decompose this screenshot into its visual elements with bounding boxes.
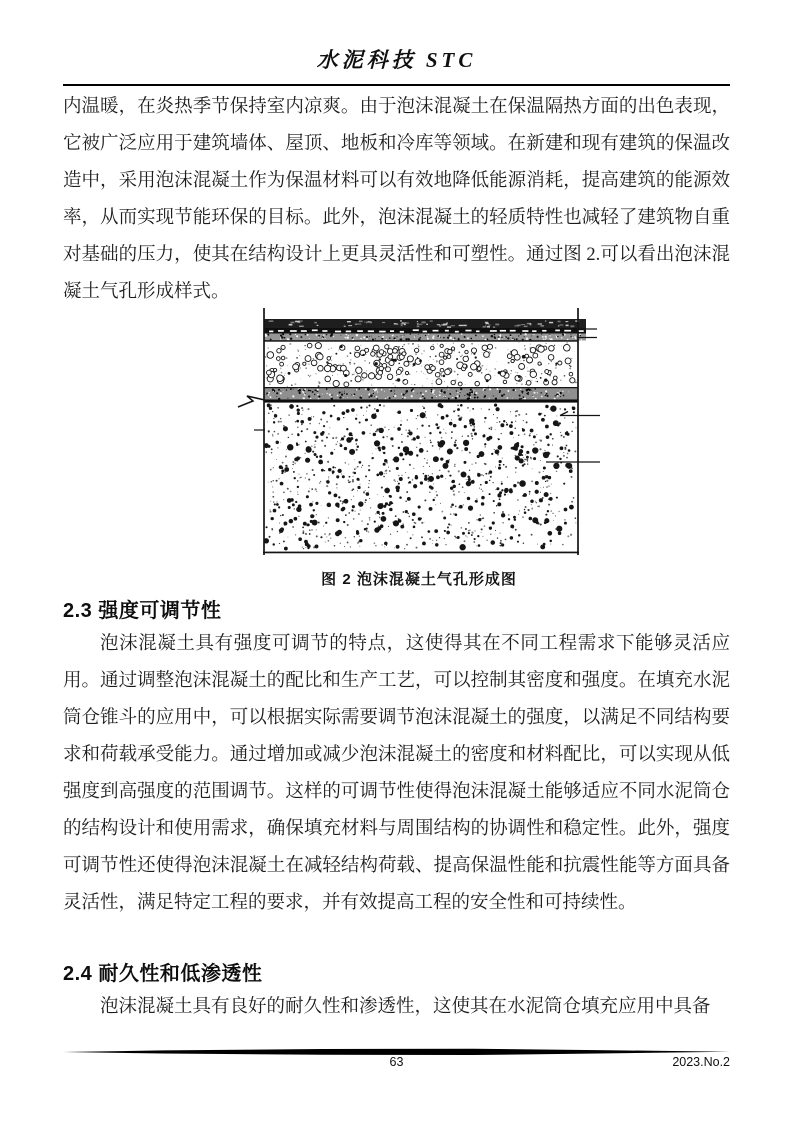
section-heading-2-4: 2.4 耐久性和低渗透性 bbox=[63, 963, 263, 985]
paragraph-intro: 内温暖，在炎热季节保持室内凉爽。由于泡沫混凝土在保温隔热方面的出色表现，它被广泛应用于建筑墙体、屋顶、地板和冷库等领域。在新建和现有建筑的保温改造中，采用泡沫混凝土作为保温材料可以有效地降低能源消耗，提高建筑的能源效率，从而实现节能环保的目标。此外，泡沫混凝土的轻质特性也减轻了建筑物自重对基础的压力，使其在结构设计上更具灵活性和可塑性。通过图 2.可以看出泡沫混凝土气孔形成样式。 bbox=[63, 97, 730, 302]
page-footer bbox=[63, 1055, 730, 1073]
figure-caption: 图 2 泡沫混凝土气孔形成图 bbox=[321, 571, 517, 588]
figure-2 bbox=[234, 306, 604, 589]
header-rule bbox=[63, 84, 730, 86]
foam-concrete-pore-diagram bbox=[234, 306, 604, 558]
journal-title: 水泥科技 STC bbox=[316, 48, 477, 72]
section-heading-2-3: 2.3 强度可调节性 bbox=[63, 600, 222, 622]
paragraph-2-4: 泡沫混凝土具有良好的耐久性和渗透性，这使其在水泥筒仓填充应用中具备 bbox=[100, 997, 711, 1017]
page-number: 63 bbox=[389, 1055, 404, 1069]
paragraph-2-3: 泡沫混凝土具有强度可调节的特点，这使得其在不同工程需求下能够灵活应用。通过调整泡沫混凝土的配比和生产工艺，可以控制其密度和强度。在填充水泥筒仓锥斗的应用中，可以根据实际需要调节泡沫混凝土的强度，以满足不同结构要求和荷载承受能力。通过增加或减少泡沫混凝土的密度和材料配比，可以实现从低强度到高强度的范围调节。这样的可调节性使得泡沫混凝土能够适应不同水泥筒仓的结构设计和使用需求，确保填充材料与周围结构的协调性和稳定性。此外，强度可调节性还使得泡沫混凝土在减轻结构荷载、提高保温性能和抗震性能等方面具备灵活性，满足特定工程的要求，并有效提高工程的安全性和可持续性。 bbox=[63, 634, 730, 913]
issue-label: 2023.No.2 bbox=[672, 1055, 730, 1069]
